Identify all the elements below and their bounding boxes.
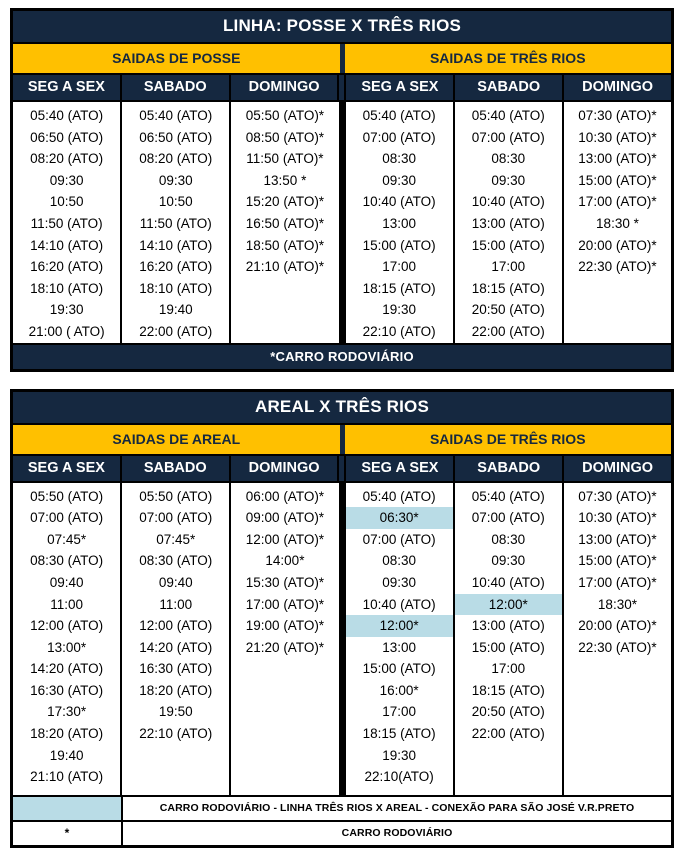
time-cell: 17:00 (491, 661, 526, 677)
time-cell: 16:50 (ATO)* (245, 215, 325, 231)
time-cell: 17:30* (47, 704, 87, 720)
time-cell: 14:00* (265, 553, 305, 569)
time-cell: 21:10 (ATO) (30, 769, 104, 785)
legend-connection-text: CARRO RODOVIÁRIO - LINHA TRÊS RIOS X AREAL - CONEXÃO PARA SÃO JOSÉ V.R.PRETO (159, 802, 635, 815)
time-cell: 08:30 (ATO) (139, 553, 213, 569)
time-cell: 08:30 (ATO) (30, 553, 104, 569)
times-column-domingo (229, 483, 338, 795)
table1-column-header-row (13, 75, 671, 102)
time-cell: 12:00* (455, 594, 562, 616)
time-cell: 15:00 (ATO) (471, 639, 545, 655)
section-header-saidas-de-tres-rios: SAIDAS DE TRÊS RIOS (345, 44, 672, 73)
time-cell: 20:00 (ATO)* (578, 618, 657, 634)
table1-body (13, 102, 671, 343)
time-cell: 18:20 (ATO) (30, 726, 104, 742)
time-cell: 11:00 (159, 596, 193, 612)
time-cell: 05:40 (ATO) (362, 488, 436, 504)
time-cell: 17:00 (ATO)* (245, 596, 325, 612)
time-cell: 15:00 (ATO)* (578, 553, 657, 569)
time-cell: 09:40 (158, 574, 193, 590)
table1-footnote: *CARRO RODOVIÁRIO (13, 343, 671, 369)
time-cell: 15:00 (ATO)* (578, 172, 657, 188)
time-cell: 15:20 (ATO)* (245, 194, 325, 210)
time-cell: 10:30 (ATO)* (578, 510, 657, 526)
time-cell: 18:30 * (596, 215, 639, 231)
column-header-domingo: DOMINGO (562, 456, 671, 481)
time-cell: 08:20 (ATO) (139, 151, 213, 167)
time-cell: 09:30 (382, 574, 416, 590)
time-cell: 13:00 (ATO)* (578, 151, 657, 167)
time-cell: 16:30 (ATO) (139, 661, 213, 677)
time-cell: 09:30 (158, 172, 193, 188)
time-cell: 14:20 (ATO) (30, 661, 104, 677)
time-cell: 05:40 (ATO) (471, 488, 545, 504)
time-cell: 20:50 (ATO) (471, 704, 545, 720)
column-header-sabado: SABADO (120, 75, 229, 100)
time-cell: 11:50 (ATO)* (246, 151, 324, 167)
time-cell: 18:30* (597, 596, 637, 612)
time-cell: 05:40 (ATO) (139, 108, 213, 123)
legend-row-asterisk (13, 820, 671, 845)
section-header-saidas-de-areal: SAIDAS DE AREAL (13, 425, 340, 454)
time-cell: 18:50 (ATO)* (245, 237, 325, 253)
table2-body (13, 483, 671, 795)
time-cell: 12:00 (ATO)* (245, 531, 325, 547)
time-cell: 13:00* (47, 639, 87, 655)
time-cell: 16:20 (ATO) (30, 259, 104, 275)
time-cell: 15:00 (ATO) (471, 237, 545, 253)
section-header-saidas-de-posse: SAIDAS DE POSSE (13, 44, 340, 73)
section-divider (337, 456, 346, 481)
time-cell: 07:00 (ATO) (362, 531, 436, 547)
table-posse-x-tres-rios (10, 8, 674, 372)
legend-asterisk-text: CARRO RODOVIÁRIO (341, 827, 453, 840)
time-cell: 19:40 (158, 302, 193, 318)
time-cell: 10:40 (ATO) (362, 194, 436, 210)
time-cell: 13:00 (ATO)* (578, 531, 657, 547)
time-cell: 09:00 (ATO)* (245, 510, 325, 526)
times-column-sabado (453, 483, 562, 795)
time-cell: 09:40 (49, 574, 84, 590)
time-cell: 17:00 (ATO)* (578, 194, 657, 210)
times-column-sabado (453, 102, 562, 343)
time-cell: 13:00 (382, 639, 416, 655)
time-cell: 22:00 (ATO) (139, 323, 213, 339)
times-column-seg-a-sex (13, 102, 120, 343)
time-cell: 13:00 (382, 215, 416, 231)
table1-title: LINHA: POSSE X TRÊS RIOS (13, 11, 671, 44)
time-cell: 07:30 (ATO)* (578, 108, 657, 123)
time-cell: 17:00 (382, 259, 416, 275)
time-cell: 09:30 (49, 172, 84, 188)
time-cell: 22:30 (ATO)* (578, 259, 657, 275)
time-cell: 20:50 (ATO) (471, 302, 545, 318)
column-header-domingo: DOMINGO (229, 75, 338, 100)
time-cell: 10:50 (158, 194, 193, 210)
column-header-sabado: SABADO (453, 456, 562, 481)
times-column-domingo (229, 102, 338, 343)
time-cell: 21:20 (ATO)* (245, 639, 325, 655)
column-header-seg-a-sex: SEG A SEX (346, 75, 453, 100)
time-cell: 09:30 (491, 172, 526, 188)
time-cell: 21:00 ( ATO) (28, 323, 105, 339)
time-cell: 06:50 (ATO) (30, 129, 104, 145)
time-cell: 05:40 (ATO) (362, 108, 436, 123)
time-cell: 08:50 (ATO)* (245, 129, 325, 145)
time-cell: 22:10 (ATO) (362, 323, 436, 339)
time-cell: 15:30 (ATO)* (245, 574, 325, 590)
time-cell: 10:50 (49, 194, 84, 210)
time-cell: 22:10 (ATO) (139, 726, 213, 742)
time-cell: 11:00 (50, 596, 83, 612)
legend-asterisk-key: * (13, 822, 123, 845)
time-cell: 18:15 (ATO) (471, 280, 545, 296)
time-cell: 19:30 (382, 302, 416, 318)
column-header-sabado: SABADO (120, 456, 229, 481)
time-cell: 07:45* (156, 531, 196, 547)
times-column-sabado (120, 102, 229, 343)
time-cell: 08:20 (ATO) (30, 151, 104, 167)
times-column-seg-a-sex (344, 483, 453, 795)
table2-column-header-row (13, 456, 671, 483)
time-cell: 07:00 (ATO) (471, 510, 545, 526)
section-divider (337, 75, 346, 100)
time-cell: 07:00 (ATO) (30, 510, 104, 526)
time-cell: 07:00 (ATO) (471, 129, 545, 145)
time-cell: 22:30 (ATO)* (578, 639, 657, 655)
time-cell: 17:00 (382, 704, 416, 720)
time-cell: 14:20 (ATO) (139, 639, 213, 655)
times-column-sabado (120, 483, 229, 795)
time-cell: 16:30 (ATO) (30, 682, 104, 698)
time-cell: 16:00* (379, 682, 419, 698)
time-cell: 13:00 (ATO) (471, 215, 545, 231)
times-column-seg-a-sex (344, 102, 453, 343)
time-cell: 18:10 (ATO) (139, 280, 213, 296)
time-cell: 10:40 (ATO) (471, 194, 545, 210)
time-cell: 13:50 * (263, 172, 307, 188)
legend-row-connection (13, 795, 671, 820)
time-cell: 10:40 (ATO) (362, 596, 436, 612)
time-cell: 07:45* (47, 531, 87, 547)
time-cell: 12:00 (ATO) (30, 618, 104, 634)
time-cell: 07:00 (ATO) (362, 129, 436, 145)
time-cell: 21:10 (ATO)* (245, 259, 325, 275)
time-cell: 22:00 (ATO) (471, 323, 545, 339)
time-cell: 19:50 (158, 704, 193, 720)
time-cell: 18:15 (ATO) (362, 726, 436, 742)
time-cell: 18:15 (ATO) (362, 280, 436, 296)
time-cell: 18:15 (ATO) (471, 682, 545, 698)
table2-section-header-row (13, 425, 671, 456)
time-cell: 06:30* (346, 507, 453, 529)
column-header-seg-a-sex: SEG A SEX (13, 456, 120, 481)
time-cell: 19:30 (382, 747, 416, 763)
time-cell: 05:40 (ATO) (471, 108, 545, 123)
time-cell: 15:00 (ATO) (362, 237, 436, 253)
time-cell: 19:30 (49, 302, 84, 318)
time-cell: 16:20 (ATO) (139, 259, 213, 275)
time-cell: 05:40 (ATO) (30, 108, 104, 123)
times-column-domingo (562, 483, 671, 795)
time-cell: 15:00 (ATO) (362, 661, 436, 677)
time-cell: 17:00 (491, 259, 526, 275)
time-cell: 12:00* (346, 615, 453, 637)
times-column-domingo (562, 102, 671, 343)
time-cell: 12:00 (ATO) (139, 618, 213, 634)
column-header-seg-a-sex: SEG A SEX (13, 75, 120, 100)
time-cell: 10:40 (ATO) (471, 574, 545, 590)
table1-section-header-row (13, 44, 671, 75)
time-cell: 08:30 (382, 151, 416, 167)
time-cell: 07:00 (ATO) (139, 510, 213, 526)
times-column-seg-a-sex (13, 483, 120, 795)
time-cell: 11:50 (ATO) (139, 215, 212, 231)
column-header-sabado: SABADO (453, 75, 562, 100)
time-cell: 19:00 (ATO)* (245, 618, 325, 634)
time-cell: 07:30 (ATO)* (578, 488, 657, 504)
time-cell: 09:30 (382, 172, 416, 188)
time-cell: 06:00 (ATO)* (245, 488, 325, 504)
time-cell: 06:50 (ATO) (139, 129, 213, 145)
table2-title: AREAL X TRÊS RIOS (13, 392, 671, 425)
time-cell: 05:50 (ATO)* (245, 108, 325, 123)
time-cell: 14:10 (ATO) (30, 237, 104, 253)
column-header-seg-a-sex: SEG A SEX (346, 456, 453, 481)
time-cell: 22:00 (ATO) (471, 726, 545, 742)
section-header-saidas-de-tres-rios: SAIDAS DE TRÊS RIOS (345, 425, 672, 454)
column-header-domingo: DOMINGO (562, 75, 671, 100)
time-cell: 08:30 (491, 531, 526, 547)
time-cell: 10:30 (ATO)* (578, 129, 657, 145)
time-cell: 05:50 (ATO) (139, 488, 213, 504)
time-cell: 20:00 (ATO)* (578, 237, 657, 253)
time-cell: 22:10(ATO) (364, 769, 434, 785)
time-cell: 18:20 (ATO) (139, 682, 213, 698)
table-areal-x-tres-rios (10, 389, 674, 848)
time-cell: 19:40 (49, 747, 84, 763)
column-header-domingo: DOMINGO (229, 456, 338, 481)
time-cell: 05:50 (ATO) (30, 488, 104, 504)
time-cell: 09:30 (491, 553, 526, 569)
time-cell: 08:30 (491, 151, 526, 167)
legend-highlight-swatch (13, 797, 123, 820)
time-cell: 14:10 (ATO) (139, 237, 213, 253)
time-cell: 13:00 (ATO) (471, 618, 545, 634)
time-cell: 17:00 (ATO)* (578, 574, 657, 590)
time-cell: 08:30 (382, 553, 416, 569)
time-cell: 18:10 (ATO) (30, 280, 104, 296)
time-cell: 11:50 (ATO) (30, 215, 103, 231)
